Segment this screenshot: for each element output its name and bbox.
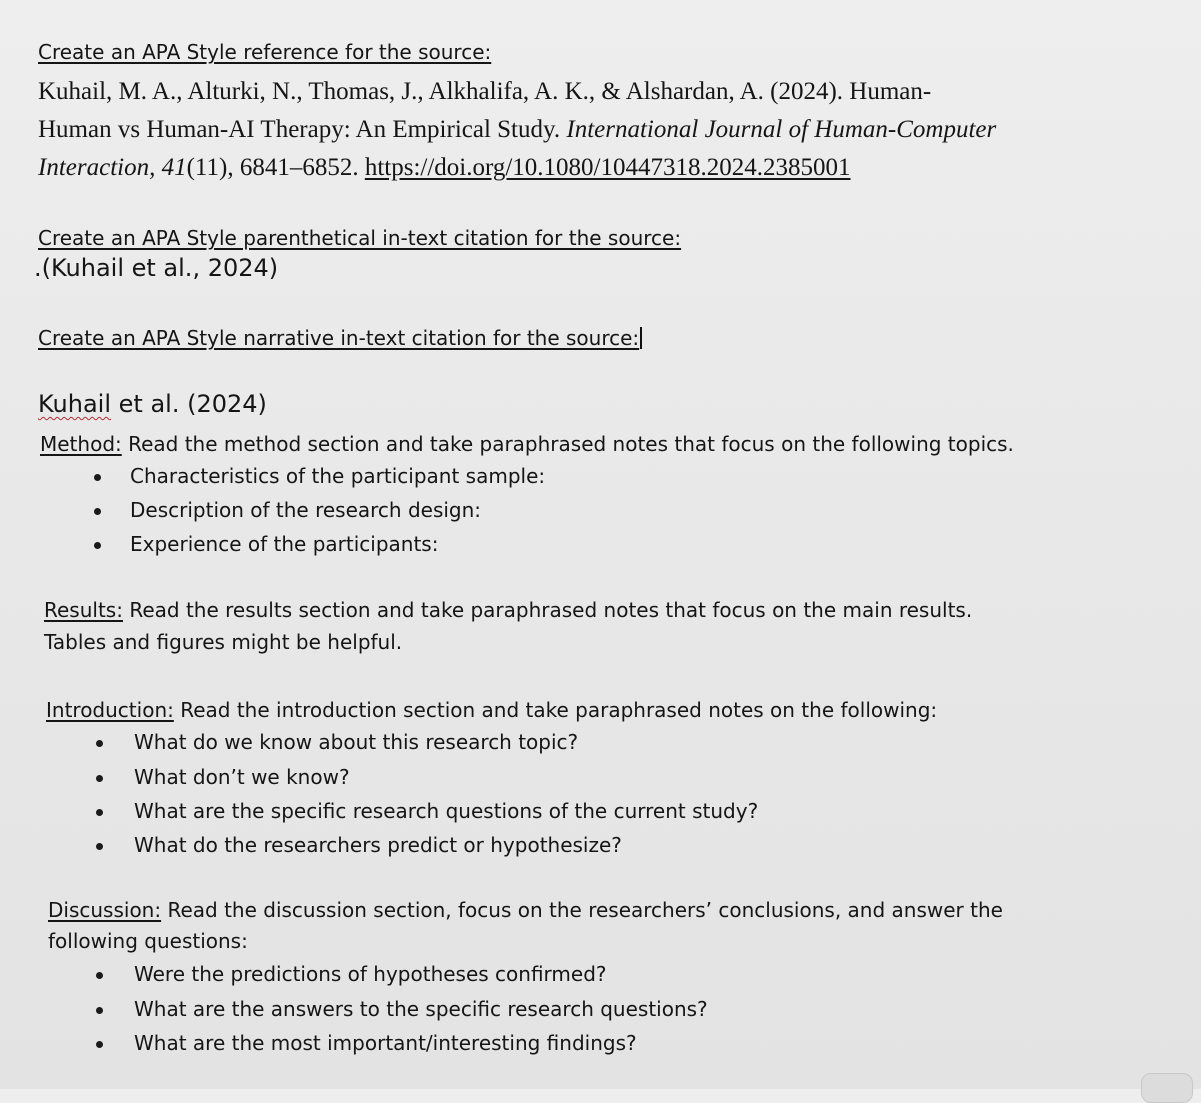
bullet-icon bbox=[96, 1041, 103, 1048]
reference-journal-cont: Interaction bbox=[38, 154, 150, 181]
bullet-icon bbox=[96, 740, 103, 747]
list-item: What are the specific research questions of the current study? bbox=[134, 799, 759, 823]
bullet-icon bbox=[94, 508, 101, 515]
results-heading: Results: bbox=[44, 598, 123, 622]
discussion-paragraph-cont: following questions: bbox=[48, 929, 248, 953]
list-item: Characteristics of the participant sample: bbox=[130, 464, 546, 488]
bullet-icon bbox=[96, 1007, 103, 1014]
bullet-icon bbox=[96, 843, 103, 850]
narrative-prompt: Create an APA Style narrative in-text citation for the source: bbox=[38, 326, 642, 350]
list-item: Were the predictions of hypotheses confirmed? bbox=[134, 962, 607, 986]
results-paragraph-cont: Tables and figures might be helpful. bbox=[44, 630, 403, 654]
list-item: What do the researchers predict or hypothesize? bbox=[134, 833, 622, 857]
bullet-icon bbox=[96, 775, 103, 782]
list-item: What are the most important/interesting findings? bbox=[134, 1031, 637, 1055]
introduction-heading: Introduction: bbox=[46, 698, 174, 722]
narrative-citation[interactable] bbox=[38, 390, 267, 418]
bullet-icon bbox=[96, 809, 103, 816]
discussion-heading: Discussion: bbox=[48, 898, 162, 922]
reference-line-1[interactable]: Kuhail, M. A., Alturki, N., Thomas, J., Alkhalifa, A. K., & Alshardan, A. (2024). Human- bbox=[38, 78, 932, 105]
narrative-year: et al. (2024) bbox=[111, 390, 267, 418]
reference-journal: International Journal of Human-Computer bbox=[566, 116, 997, 143]
method-heading: Method: bbox=[40, 432, 122, 456]
text-cursor bbox=[640, 327, 642, 349]
method-paragraph: Method: Read the method section and take paraphrased notes that focus on the following topics. bbox=[40, 432, 1014, 456]
list-item: Experience of the participants: bbox=[130, 532, 439, 556]
corner-button[interactable] bbox=[1141, 1073, 1193, 1103]
reference-doi-link[interactable]: https://doi.org/10.1080/10447318.2024.2385001 bbox=[364, 154, 851, 181]
reference-title: Human vs Human-AI Therapy: An Empirical Study. bbox=[38, 116, 567, 143]
bullet-icon bbox=[96, 972, 103, 979]
results-paragraph: Results: Read the results section and take paraphrased notes that focus on the main results. bbox=[44, 598, 973, 622]
narrative-author: Kuhail bbox=[38, 390, 112, 418]
list-item: What do we know about this research topic? bbox=[134, 730, 579, 754]
list-item: What don’t we know? bbox=[134, 765, 350, 789]
parenthetical-prompt: Create an APA Style parenthetical in-text citation for the source: bbox=[38, 226, 682, 250]
bullet-icon bbox=[94, 474, 101, 481]
bullet-icon bbox=[94, 542, 101, 549]
parenthetical-citation[interactable]: .(Kuhail et al., 2024) bbox=[34, 254, 279, 282]
reference-line-2[interactable] bbox=[38, 116, 996, 144]
reference-prompt: Create an APA Style reference for the source: bbox=[38, 40, 492, 64]
reference-volume: , 41 bbox=[149, 154, 187, 181]
reference-issue-pages: (11), 6841–6852. bbox=[186, 154, 365, 181]
list-item: Description of the research design: bbox=[130, 498, 482, 522]
introduction-paragraph: Introduction: Read the introduction section and take paraphrased notes on the following: bbox=[46, 698, 938, 722]
discussion-paragraph: Discussion: Read the discussion section, focus on the researchers’ conclusions, and answer the bbox=[48, 898, 1003, 922]
reference-line-3[interactable] bbox=[38, 154, 851, 182]
list-item: What are the answers to the specific research questions? bbox=[134, 997, 708, 1021]
